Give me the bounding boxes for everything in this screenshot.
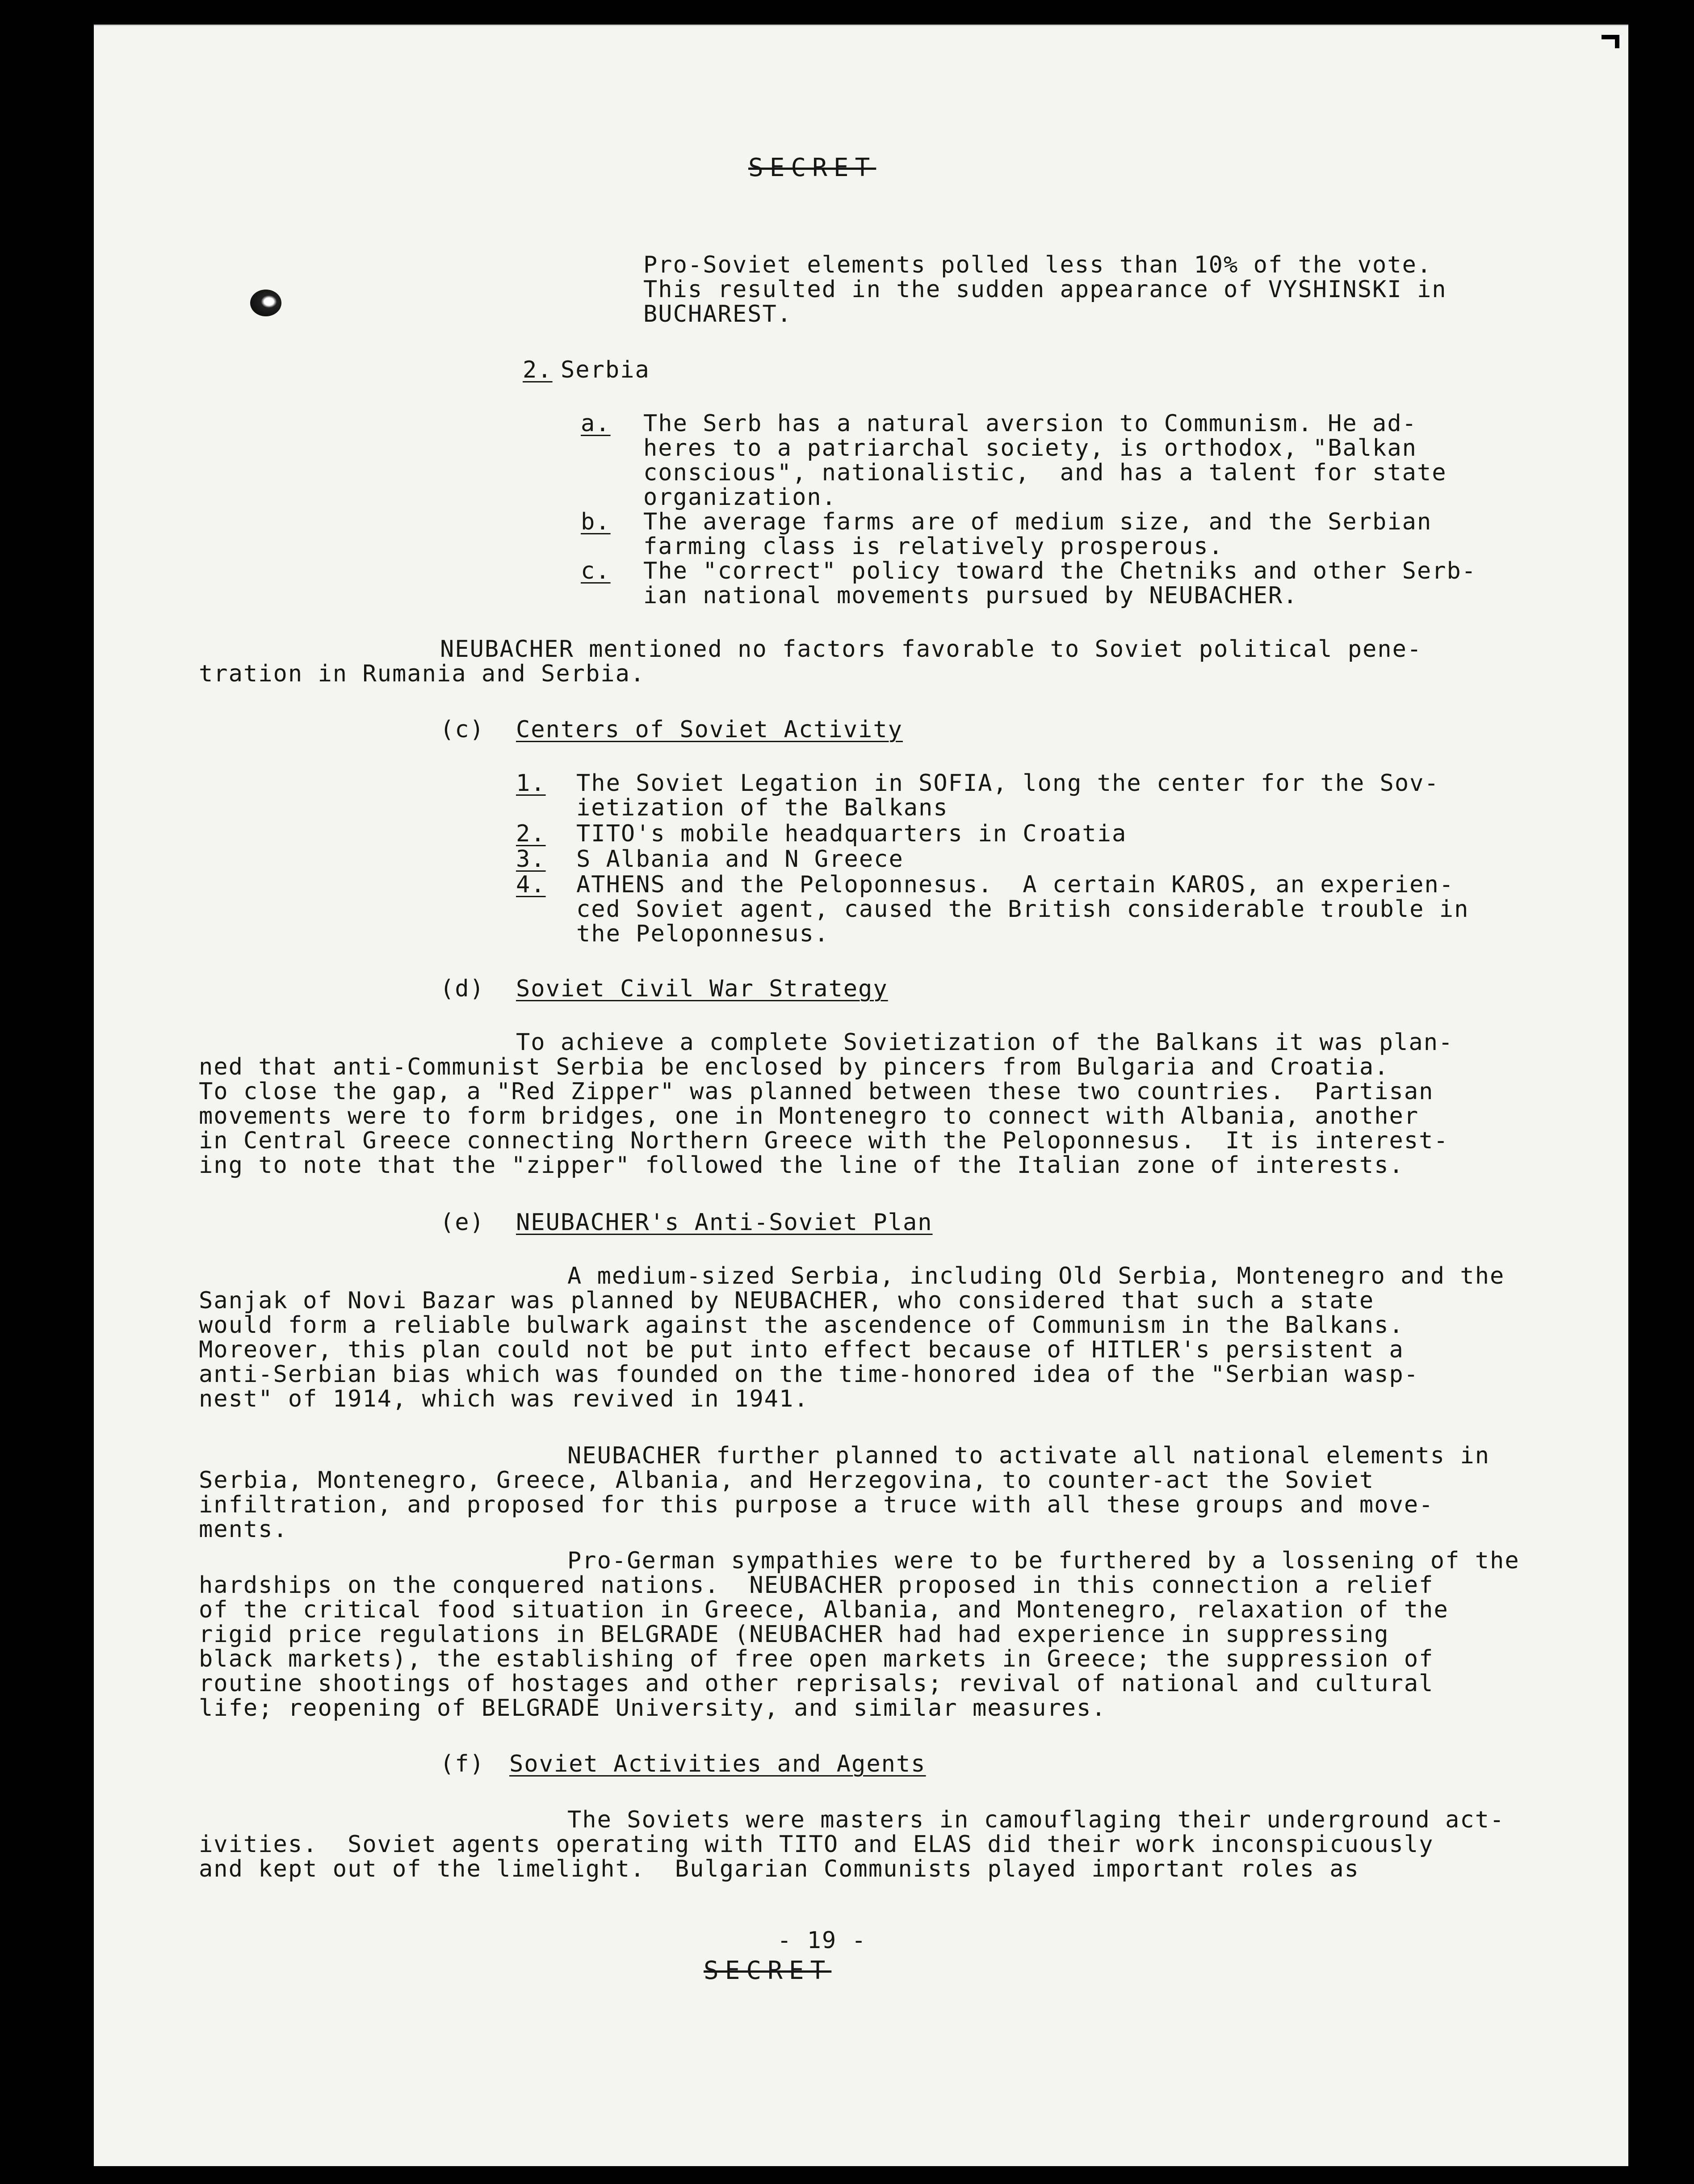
section-c-item-3-label: 3. <box>516 846 546 873</box>
serbia-item-a-line-1: The Serb has a natural aversion to Communism. He ad- <box>643 410 1417 437</box>
section-c-item-1-line-2: ietization of the Balkans <box>576 794 948 821</box>
section-e-p1-line-2: Sanjak of Novi Bazar was planned by NEUBACHER, who considered that such a state <box>199 1287 1375 1314</box>
section-c-item-3-line-1: S Albania and N Greece <box>576 846 904 873</box>
section-e-title: NEUBACHER's Anti-Soviet Plan <box>516 1209 933 1236</box>
serbia-item-a-line-2: heres to a patriarchal society, is orthodox, "Balkan <box>643 435 1417 462</box>
section-c-item-4-line-2: ced Soviet agent, caused the British considerable trouble in <box>576 896 1469 923</box>
serbia-item-a-line-4: organization. <box>643 484 837 511</box>
section-e-p1-line-4: Moreover, this plan could not be put into effect because of HITLER's persistent a <box>199 1336 1404 1363</box>
serbia-item-c-label: c. <box>581 558 611 584</box>
document-page <box>94 25 1628 2166</box>
serbia-item-a-label: a. <box>581 410 611 437</box>
section-c-item-1-line-1: The Soviet Legation in SOFIA, long the center for the Sov- <box>576 770 1439 797</box>
section-d-line-1: To achieve a complete Sovietization of the Balkans it was plan- <box>516 1029 1454 1056</box>
section-f-line-2: ivities. Soviet agents operating with TITO and ELAS did their work inconspicuously <box>199 1831 1434 1858</box>
section-f-label: (f) <box>440 1751 485 1777</box>
section-e-p3-line-3: of the critical food situation in Greece, Albania, and Montenegro, relaxation of the <box>199 1596 1449 1623</box>
section-c-item-2-line-1: TITO's mobile headquarters in Croatia <box>576 820 1127 847</box>
continuation-line-3: BUCHAREST. <box>643 301 792 328</box>
section-e-p3-line-6: routine shootings of hostages and other reprisals; revival of national and cultural <box>199 1670 1434 1697</box>
section-c-item-4-line-3: the Peloponnesus. <box>576 920 830 947</box>
section-e-label: (e) <box>440 1209 485 1236</box>
section-c-item-4-line-1: ATHENS and the Peloponnesus. A certain KAROS, an experien- <box>576 871 1455 898</box>
section-d-line-5: in Central Greece connecting Northern Greece with the Peloponnesus. It is interest- <box>199 1127 1449 1154</box>
section-e-p3-line-7: life; reopening of BELGRADE University, and similar measures. <box>199 1695 1107 1722</box>
page-number: - 19 - <box>777 1927 867 1954</box>
section-d-title: Soviet Civil War Strategy <box>516 975 888 1002</box>
section-e-p1-line-1: A medium-sized Serbia, including Old Serbia, Montenegro and the <box>567 1263 1505 1289</box>
neubacher-note-line-1: NEUBACHER mentioned no factors favorable to Soviet political pene- <box>440 636 1422 663</box>
section-e-p1-line-3: would form a reliable bulwark against the ascendence of Communism in the Balkans. <box>199 1312 1404 1339</box>
section-f-line-3: and kept out of the limelight. Bulgarian Communists played important roles as <box>199 1856 1359 1882</box>
corner-mark <box>1602 35 1619 48</box>
section-e-p2-line-3: infiltration, and proposed for this purpose a truce with all these groups and move- <box>199 1491 1434 1518</box>
section-f-line-1: The Soviets were masters in camouflaging their underground act- <box>567 1806 1505 1833</box>
section-c-item-4-label: 4. <box>516 871 546 898</box>
section-e-p1-line-5: anti-Serbian bias which was founded on the time-honored idea of the "Serbian wasp- <box>199 1361 1419 1388</box>
continuation-line-1: Pro-Soviet elements polled less than 10% of the vote. <box>643 252 1432 278</box>
section-d-label: (d) <box>440 975 485 1002</box>
serbia-item-b-label: b. <box>581 508 611 535</box>
section-e-p2-line-4: ments. <box>199 1516 288 1543</box>
section-c-title: Centers of Soviet Activity <box>516 716 903 743</box>
section-d-line-2: ned that anti-Communist Serbia be enclosed by pincers from Bulgaria and Croatia. <box>199 1054 1389 1080</box>
serbia-title: Serbia <box>561 357 650 383</box>
serbia-item-c-line-2: ian national movements pursued by NEUBACHER. <box>643 582 1298 609</box>
section-e-p3-line-5: black markets), the establishing of free open markets in Greece; the suppression of <box>199 1646 1434 1672</box>
neubacher-note-line-2: tration in Rumania and Serbia. <box>199 660 646 687</box>
section-e-p2-line-1: NEUBACHER further planned to activate all national elements in <box>567 1442 1490 1469</box>
section-c-item-2-label: 2. <box>516 820 546 847</box>
section-e-p3-line-2: hardships on the conquered nations. NEUBACHER proposed in this connection a relief <box>199 1572 1434 1599</box>
header-classification: SECRET <box>748 153 876 182</box>
serbia-item-b-line-2: farming class is relatively prosperous. <box>643 533 1224 560</box>
section-e-p2-line-2: Serbia, Montenegro, Greece, Albania, and Herzegovina, to counter-act the Soviet <box>199 1467 1375 1494</box>
section-f-title: Soviet Activities and Agents <box>509 1751 926 1777</box>
continuation-line-2: This resulted in the sudden appearance of VYSHINSKI in <box>643 276 1447 303</box>
serbia-item-c-line-1: The "correct" policy toward the Chetniks and other Serb- <box>643 558 1477 584</box>
section-d-line-4: movements were to form bridges, one in Montenegro to connect with Albania, another <box>199 1103 1419 1130</box>
section-c-label: (c) <box>440 716 485 743</box>
serbia-number: 2. <box>523 357 553 383</box>
footer-classification: SECRET <box>704 1956 832 1985</box>
serbia-item-a-line-3: conscious", nationalistic, and has a talent for state <box>643 459 1447 486</box>
section-d-line-3: To close the gap, a "Red Zipper" was planned between these two countries. Partisan <box>199 1078 1434 1105</box>
section-e-p3-line-1: Pro-German sympathies were to be furthered by a lossening of the <box>567 1547 1520 1574</box>
section-d-line-6: ing to note that the "zipper" followed the line of the Italian zone of interests. <box>199 1152 1404 1179</box>
punch-hole <box>250 290 281 316</box>
serbia-item-b-line-1: The average farms are of medium size, and the Serbian <box>643 508 1432 535</box>
section-e-p1-line-6: nest" of 1914, which was revived in 1941. <box>199 1386 809 1412</box>
section-c-item-1-label: 1. <box>516 770 546 797</box>
section-e-p3-line-4: rigid price regulations in BELGRADE (NEUBACHER had had experience in suppressing <box>199 1621 1389 1648</box>
